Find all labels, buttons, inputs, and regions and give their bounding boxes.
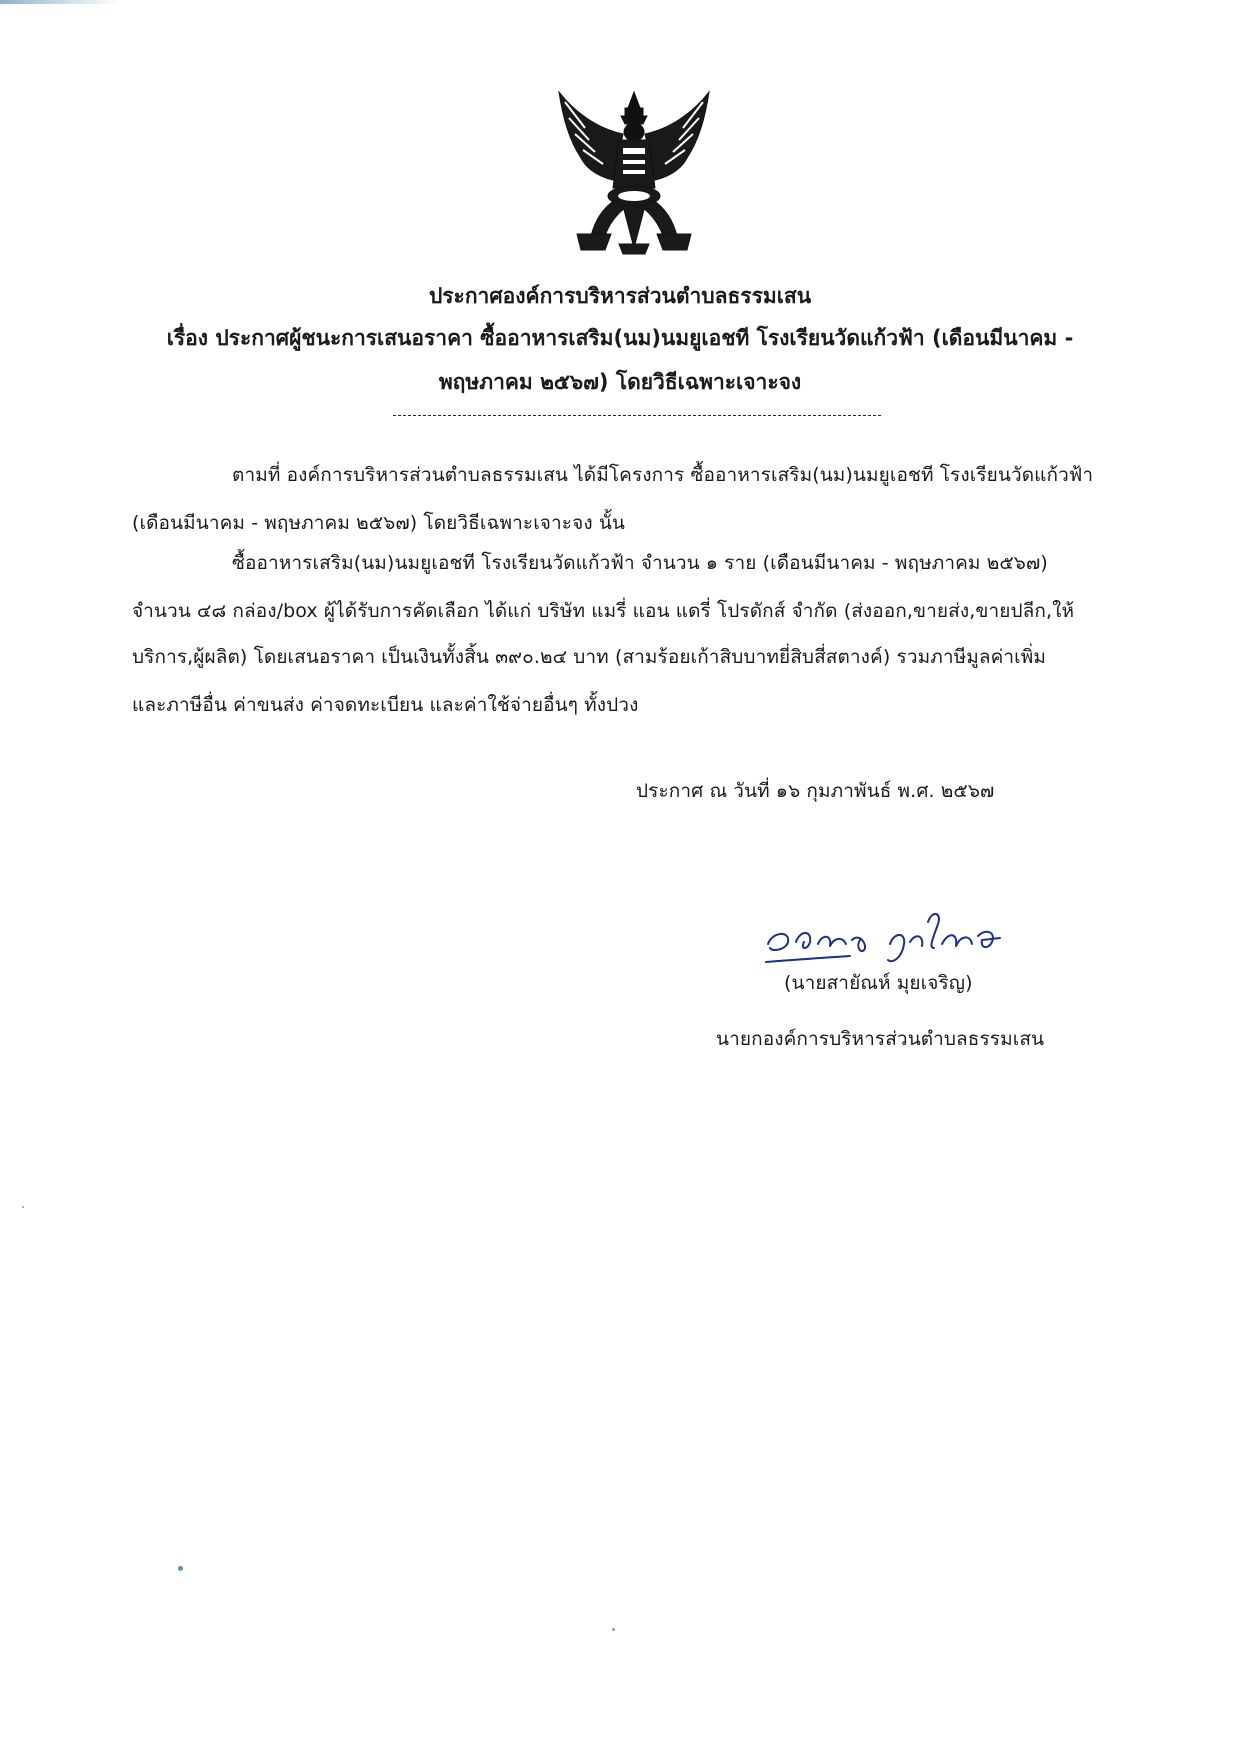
paragraph-2-line-1: ซื้ออาหารเสริม(นม)นมยูเอชที โรงเรียนวัดแก้วฟ้า จำนวน ๑ ราย (เดือนมีนาคม - พฤษภาคม ๒๕๖๗) xyxy=(232,552,1048,574)
subject-line-2: พฤษภาคม ๒๕๖๗) โดยวิธีเฉพาะเจาะจง xyxy=(438,370,802,394)
paragraph-1-line-1: ตามที่ องค์การบริหารส่วนตำบลธรรมเสน ได้มีโครงการ ซื้ออาหารเสริม(นม)นมยูเอชที โรงเรียนวัดแก้วฟ้า xyxy=(232,464,1094,486)
document-title: ประกาศองค์การบริหารส่วนตำบลธรรมเสน xyxy=(428,284,812,308)
handwritten-signature xyxy=(760,902,1020,972)
subject-line-1: เรื่อง ประกาศผู้ชนะการเสนอราคา ซื้ออาหารเสริม(นม)นมยูเอชที โรงเรียนวัดแก้วฟ้า (เดือนมีนาคม - xyxy=(166,326,1074,350)
signatory-position: นายกองค์การบริหารส่วนตำบลธรรมเสน xyxy=(716,1028,1045,1050)
paragraph-2-line-2: จำนวน ๔๘ กล่อง/box ผู้ได้รับการคัดเลือก ได้แก่ บริษัท แมรี่ แอน แดรี่ โปรดักส์ จำกัด (ส่งออก,ขายส่ง,ขายปลีก,ให้ xyxy=(132,600,1075,622)
scan-speck xyxy=(612,1628,615,1631)
announcement-date: ประกาศ ณ วันที่ ๑๖ กุมภาพันธ์ พ.ศ. ๒๕๖๗ xyxy=(636,780,995,802)
scan-speck xyxy=(178,1566,183,1571)
paragraph-2-line-3: บริการ,ผู้ผลิต) โดยเสนอราคา เป็นเงินทั้งสิ้น ๓๙๐.๒๔ บาท (สามร้อยเก้าสิบบาทยี่สิบสี่สตางค์) รวมภาษีมูลค่าเพิ่ม xyxy=(132,646,1047,668)
title-divider xyxy=(393,415,881,416)
paragraph-1-line-2: (เดือนมีนาคม - พฤษภาคม ๒๕๖๗) โดยวิธีเฉพาะเจาะจง นั้น xyxy=(132,512,626,534)
signatory-name: (นายสายัณห์ มุยเจริญ) xyxy=(784,972,973,994)
scan-speck xyxy=(22,1206,24,1208)
paragraph-2-line-4: และภาษีอื่น ค่าขนส่ง ค่าจดทะเบียน และค่าใช้จ่ายอื่นๆ ทั้งปวง xyxy=(132,694,639,716)
scan-edge-mark xyxy=(0,0,120,4)
garuda-emblem-icon xyxy=(555,88,713,256)
